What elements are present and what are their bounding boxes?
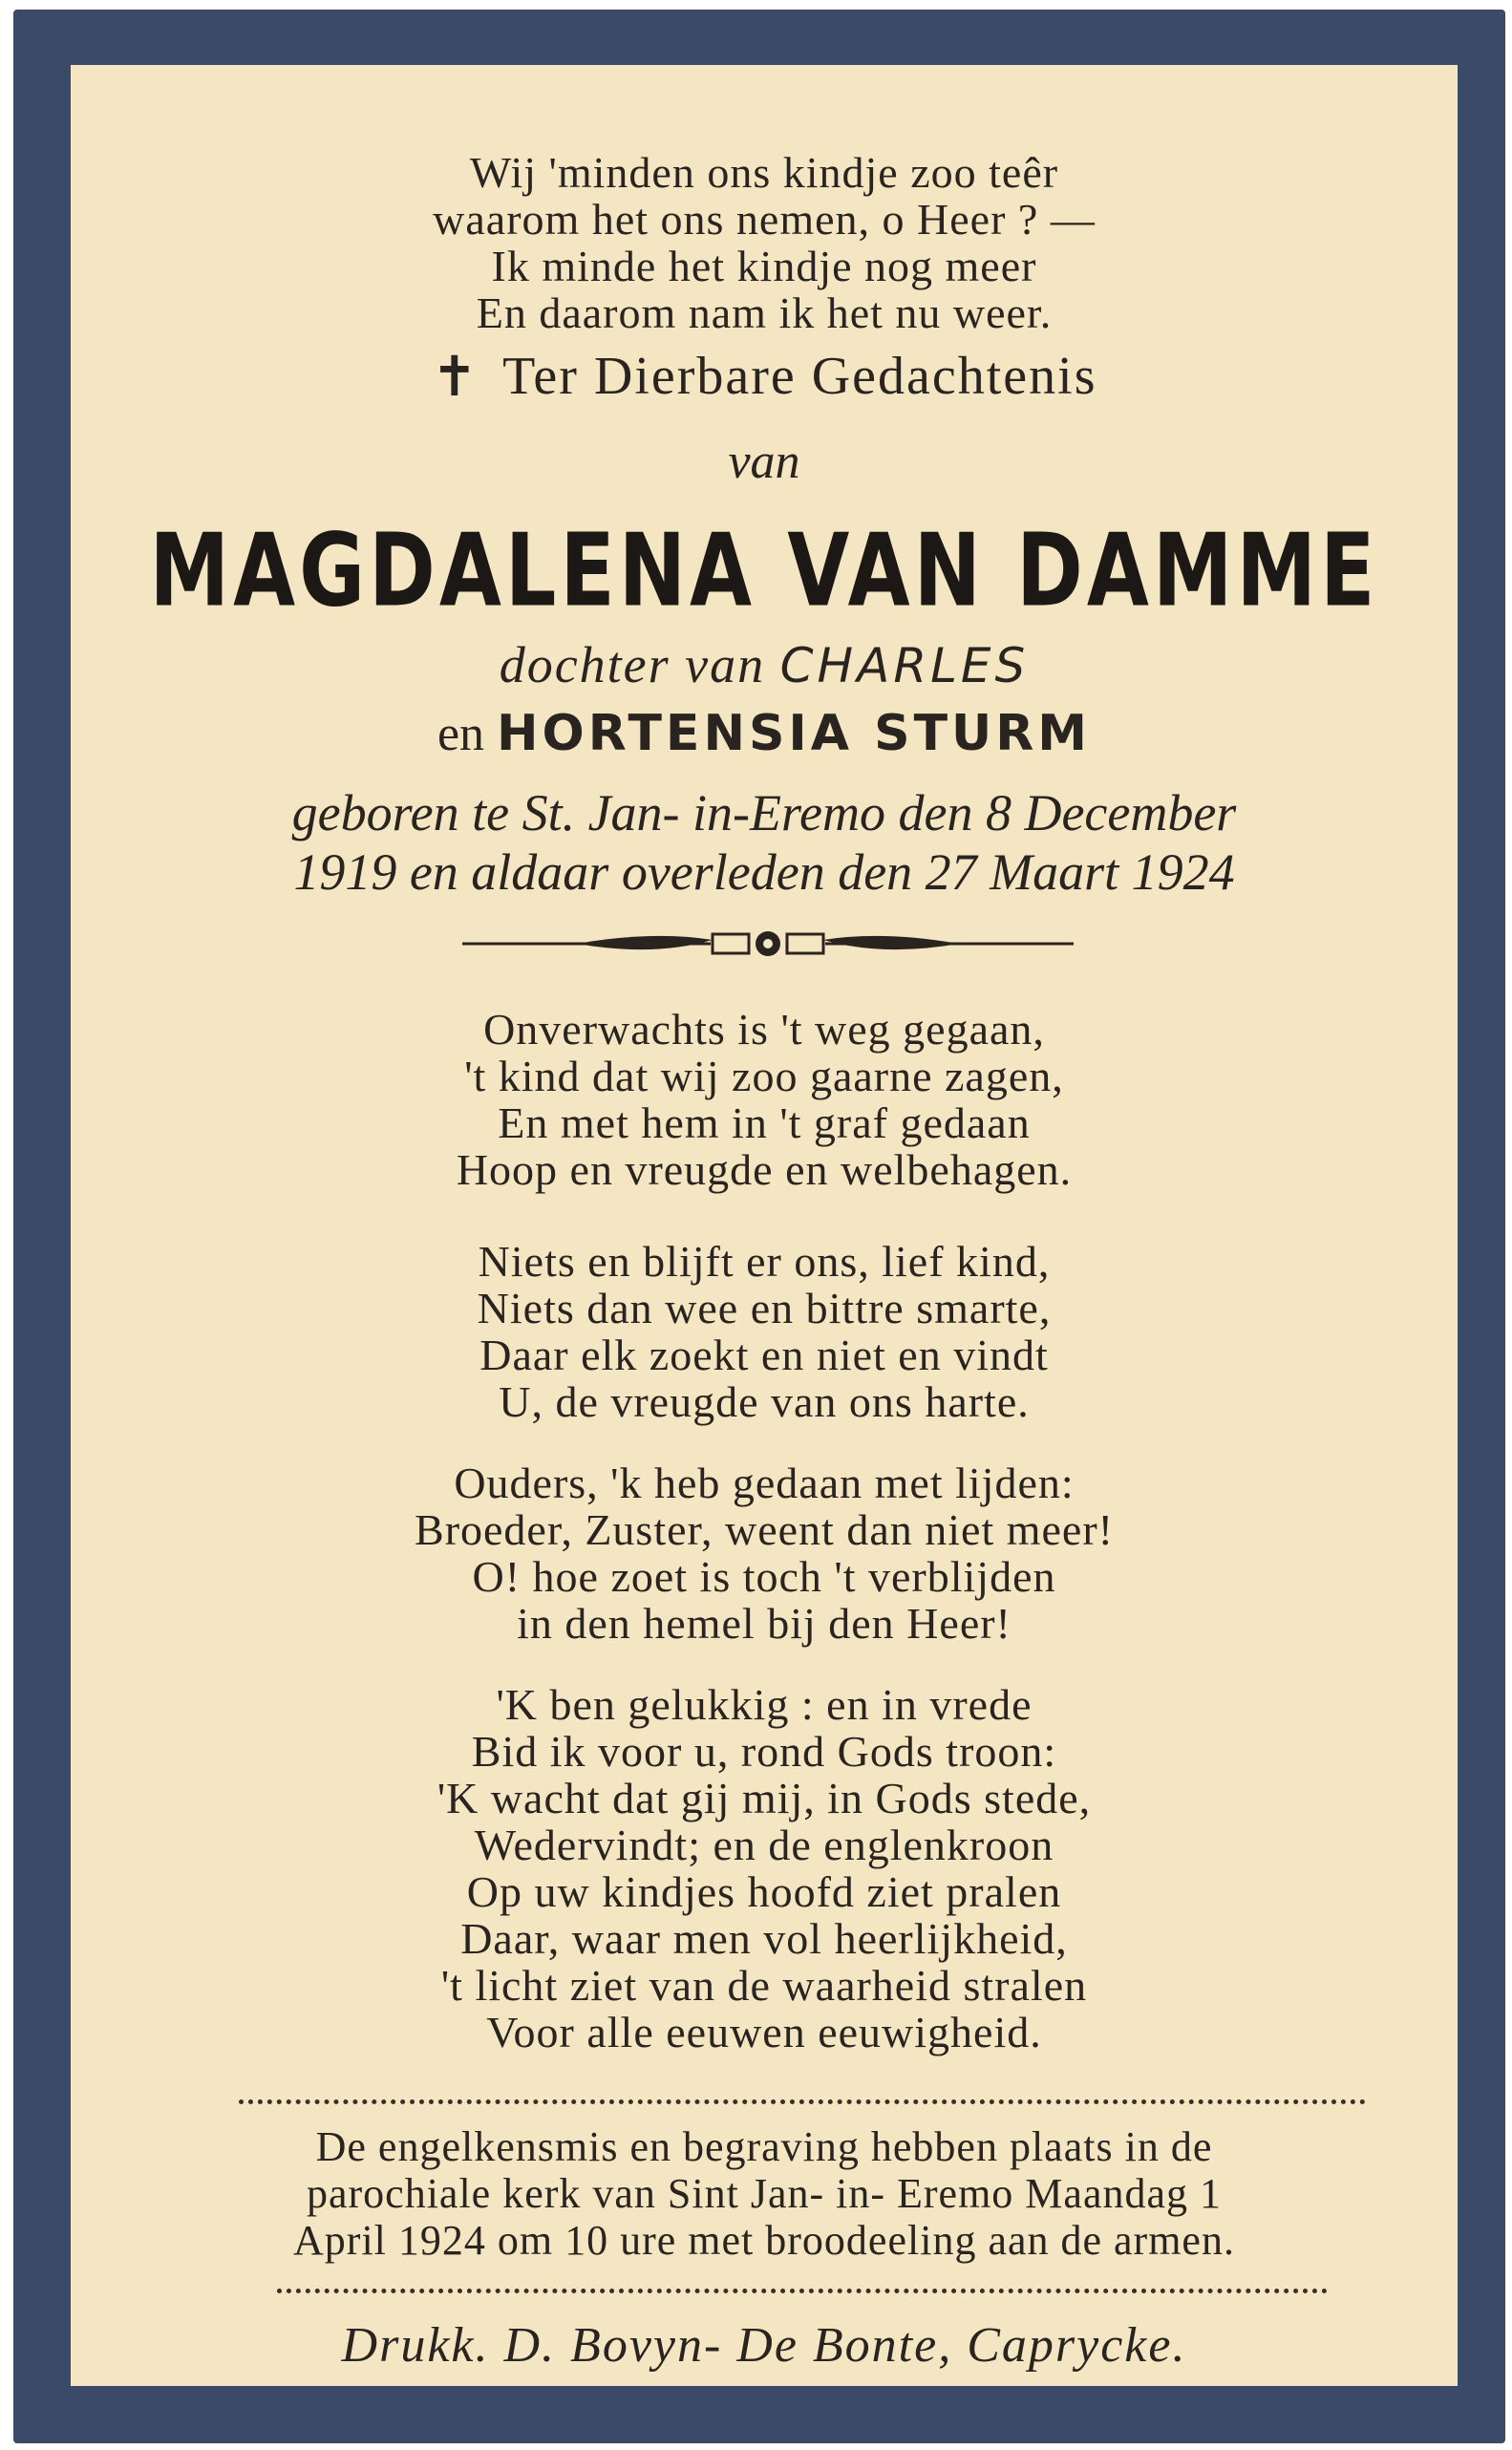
notice-line: April 1924 om 10 ure met broodeeling aan de armen. xyxy=(293,2217,1235,2264)
deceased-name: MAGDALENA VAN DAMME xyxy=(149,511,1379,629)
daughter-of-label: dochter van xyxy=(499,636,766,693)
verse-line: Ik minde het kindje nog meer xyxy=(491,242,1037,290)
verse-line: U, de vreugde van ons harte. xyxy=(499,1377,1030,1426)
deceased-name-block xyxy=(71,511,1458,629)
verse-line: 'K ben gelukkig : en in vrede xyxy=(496,1680,1033,1729)
dotted-divider xyxy=(239,2099,1366,2104)
verse-line: O! hoe zoet is toch 't verblijden xyxy=(472,1552,1056,1601)
verse-line: Hoop en vreugde en welbehagen. xyxy=(456,1145,1073,1194)
mother-name: HORTENSIA STURM xyxy=(497,705,1092,762)
ornament-divider-icon xyxy=(462,925,1074,963)
poem-stanza xyxy=(71,1238,1458,1425)
poem-stanza xyxy=(71,1006,1458,1193)
verse-line: 'K wacht dat gij mij, in Gods stede, xyxy=(437,1774,1092,1822)
poem-stanza xyxy=(71,1459,1458,1647)
printer-credit xyxy=(71,2317,1458,2374)
and-label: en xyxy=(437,707,485,761)
notice-line: De engelkensmis en begraving hebben plaats in de xyxy=(315,2123,1213,2170)
memorial-heading xyxy=(71,344,1458,409)
birth-death-dates xyxy=(71,783,1458,902)
verse-line: Op uw kindjes hoofd ziet pralen xyxy=(466,1867,1062,1916)
verse-line: Niets dan wee en bittre smarte, xyxy=(477,1284,1052,1332)
verse-line: Onverwachts is 't weg gegaan, xyxy=(483,1005,1045,1054)
verse-line: Ouders, 'k heb gedaan met lijden: xyxy=(454,1459,1075,1507)
verse-line: Daar, waar men vol heerlijkheid, xyxy=(460,1914,1068,1963)
verse-line: Bid ik voor u, rond Gods troon: xyxy=(471,1727,1057,1776)
verse-line: waarom het ons nemen, o Heer ? — xyxy=(433,195,1096,244)
verse-line: Voor alle eeuwen eeuwigheid. xyxy=(486,2008,1042,2056)
verse-line: Wedervindt; en de englenkroon xyxy=(474,1821,1054,1869)
heading-title: Ter Dierbare Gedachtenis xyxy=(502,347,1097,406)
opening-verse xyxy=(71,149,1458,336)
van-line xyxy=(71,434,1458,490)
verse-line: 't licht ziet van de waarheid stralen xyxy=(440,1961,1088,2010)
verse-line: 't kind dat wij zoo gaarne zagen, xyxy=(464,1052,1064,1100)
van-word: van xyxy=(728,435,800,489)
mourning-card xyxy=(71,65,1458,2386)
funeral-notice xyxy=(71,2123,1458,2264)
parents-line-2 xyxy=(71,705,1458,762)
verse-line: Niets en blijft er ons, lief kind, xyxy=(478,1237,1051,1286)
verse-line: En met hem in 't graf gedaan xyxy=(498,1098,1031,1147)
birth-line: geboren te St. Jan- in-Eremo den 8 December xyxy=(291,784,1237,842)
poem-stanza xyxy=(71,1681,1458,2056)
death-line: 1919 en aldaar overleden den 27 Maart 1924 xyxy=(293,843,1235,901)
dotted-divider xyxy=(277,2289,1328,2293)
verse-line: Broeder, Zuster, weent dan niet meer! xyxy=(415,1505,1114,1554)
printer-name: Drukk. D. Bovyn- De Bonte, Caprycke. xyxy=(341,2318,1187,2373)
cross-icon: ✝ xyxy=(431,346,480,408)
notice-line: parochiale kerk van Sint Jan- in- Eremo Maandag 1 xyxy=(306,2170,1223,2217)
verse-line: in den hemel bij den Heer! xyxy=(517,1599,1012,1648)
verse-line: Daar elk zoekt en niet en vindt xyxy=(479,1331,1049,1379)
parents-line-1 xyxy=(71,635,1458,694)
father-name: CHARLES xyxy=(779,638,1030,693)
mourning-card-frame xyxy=(13,10,1505,2443)
verse-line: En daarom nam ik het nu weer. xyxy=(476,288,1053,337)
verse-line: Wij 'minden ons kindje zoo teêr xyxy=(469,148,1059,197)
